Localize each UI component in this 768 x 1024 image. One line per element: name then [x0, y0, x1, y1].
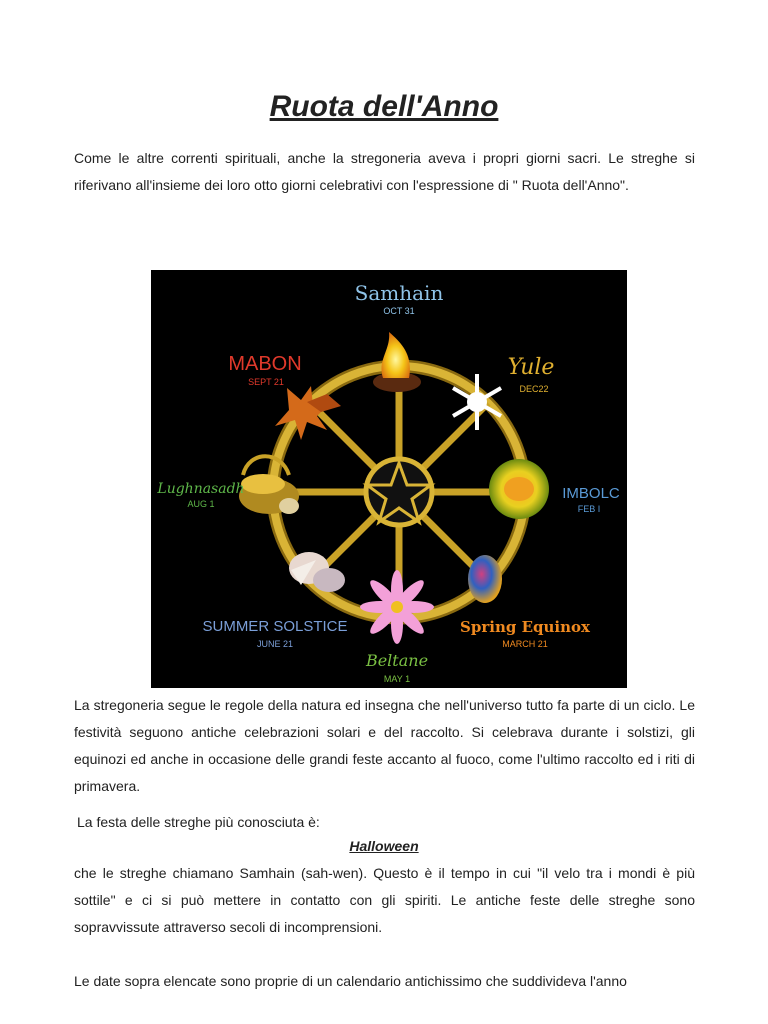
samhain-date: OCT 31	[383, 306, 415, 316]
beltane-date: MAY 1	[383, 674, 411, 684]
imbolc-date: FEB I	[577, 504, 601, 514]
beltane-label: Beltane	[365, 651, 429, 670]
intro-paragraph: Come le altre correnti spirituali, anche la stregoneria aveva i propri giorni sacri. Le streghe si riferivano all'insieme dei loro otto giorni celebrativi con l'espressione di " Ruota dell'Anno".	[74, 150, 695, 193]
nature-paragraph: La stregoneria segue le regole della natura ed insegna che nell'universo tutto fa parte di un ciclo. Le festività seguono antiche celebrazioni solari e del raccolto. Si celebrava durante i solstizi, gli equinozi ed anche in occasione delle grandi feste accanto al fuoco, come l'ultimo raccolto ed i riti di primavera.	[74, 697, 695, 794]
summer-solstice-date: JUNE 21	[256, 639, 294, 649]
halloween-heading: Halloween	[349, 838, 419, 854]
page-title: Ruota dell'Anno	[269, 90, 499, 123]
sun-icon	[489, 459, 549, 519]
wheel-illustration	[151, 270, 627, 688]
mabon-label: MABON	[228, 353, 302, 375]
spring-equinox-label: Spring Equinox	[460, 618, 590, 636]
spring-equinox-date: MARCH 21	[502, 639, 548, 649]
calendar-paragraph: Le date sopra elencate sono proprie di un calendario antichissimo che suddivideva l'anno	[74, 973, 627, 989]
summer-solstice-label: SUMMER SOLSTICE	[202, 618, 348, 635]
flower-icon	[360, 570, 434, 644]
lughnasadh-label: Lughnasadh	[157, 481, 245, 497]
harvest-basket-icon	[239, 456, 299, 514]
wheel-of-year-image	[151, 270, 627, 688]
egg-icon	[468, 555, 502, 603]
mabon-date: SEPT 21	[248, 377, 284, 387]
lead-in-text: La festa delle streghe più conosciuta è:	[77, 814, 320, 830]
halloween-paragraph: che le streghe chiamano Samhain (sah-wen). Questo è il tempo in cui "il velo tra i mondi è più sottile" e ci si può mettere in contatto con gli spiriti. Le antiche feste delle streghe sono sopravvissute attraverso secoli di incomprensioni.	[74, 865, 695, 935]
samhain-label: Samhain	[354, 281, 444, 305]
yule-label: Yule	[507, 355, 555, 380]
yule-date: DEC22	[519, 384, 549, 394]
lughnasadh-date: AUG 1	[187, 499, 215, 509]
imbolc-label: IMBOLC	[562, 485, 620, 502]
